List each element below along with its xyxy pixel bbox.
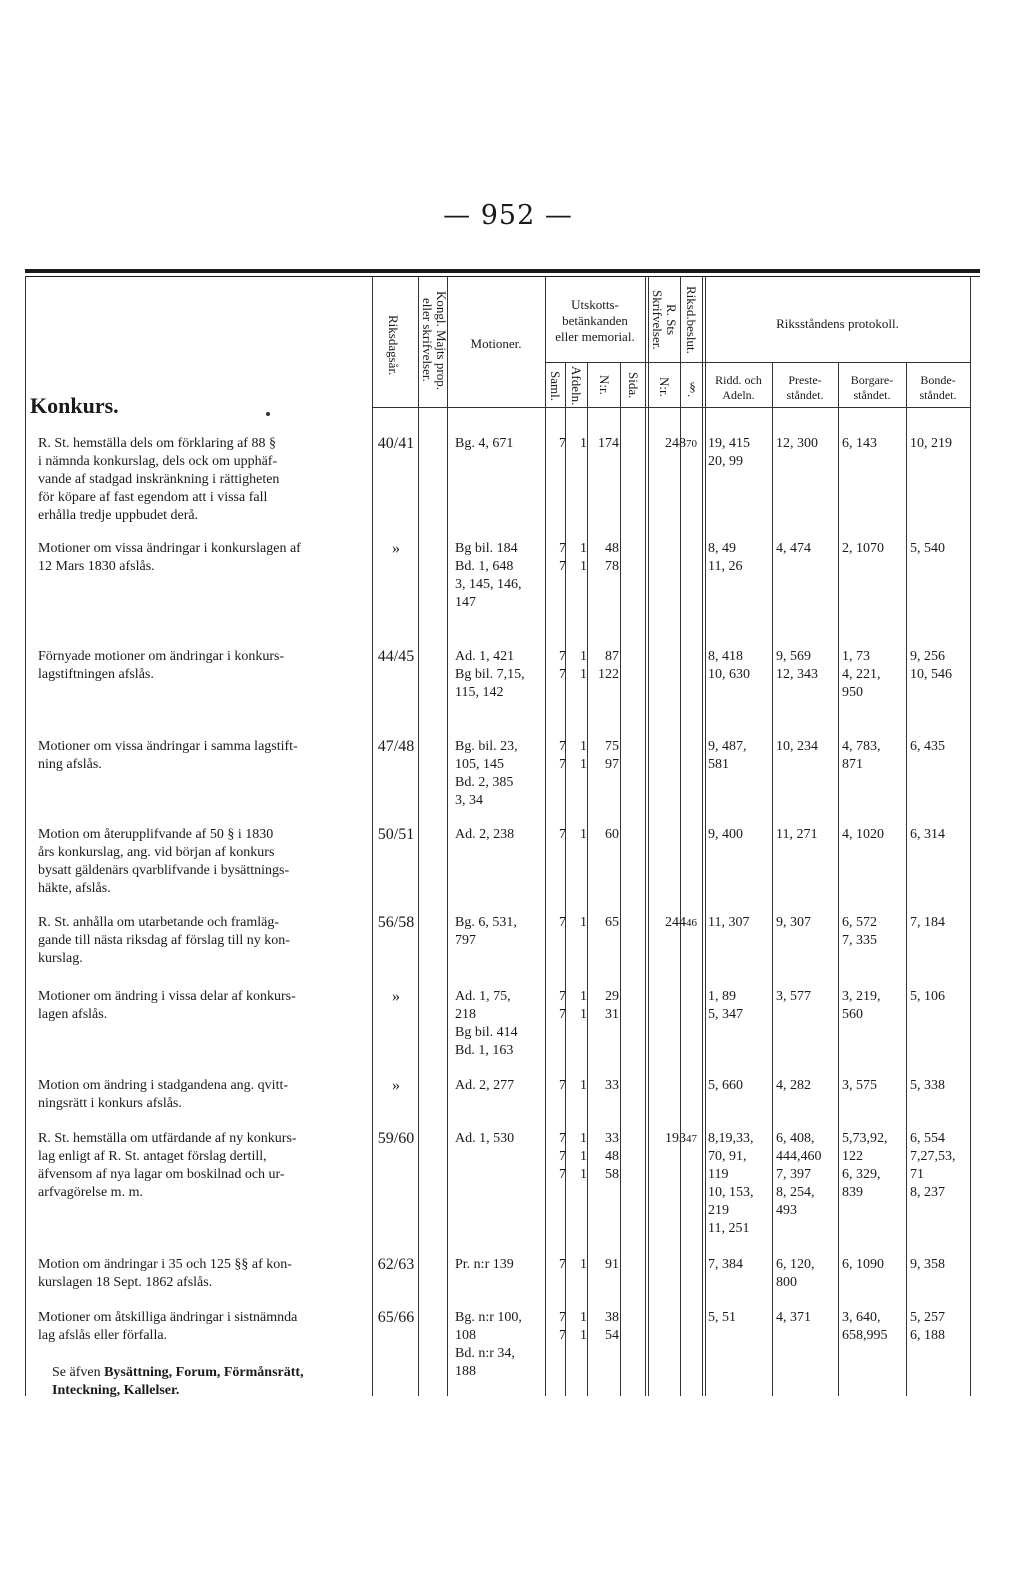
row-borg: 4, 783, 871 — [842, 739, 881, 772]
row-riksdagsar: 44/45 — [377, 648, 415, 665]
row-bond: 5, 257 6, 188 — [910, 1310, 945, 1343]
row-prest: 3, 577 — [776, 989, 811, 1004]
row-bond: 10, 219 — [910, 436, 952, 451]
row-description: Motion om återupplifvande af 50 § i 1830 års konkurslag, ang. vid början af konkurs bysatt gäldenärs qvarblifvande i bysättnings- häkte, afslås. — [38, 827, 290, 896]
row-nr: 48 78 — [605, 541, 619, 574]
row-nr: 174 — [598, 436, 619, 451]
row-bond: 6, 314 — [910, 827, 945, 842]
row-ridd: 8,19,33, 70, 91, 119 10, 153, 219 11, 251 — [708, 1131, 754, 1236]
header-motioner: Motioner. — [470, 336, 522, 351]
row-afdeln: 1 — [580, 1257, 587, 1272]
row-saml: 7 — [559, 436, 566, 451]
row-rsts-sec: 47 — [686, 1133, 697, 1145]
row-nr: 60 — [605, 827, 619, 842]
row-afdeln: 1 1 — [580, 989, 587, 1022]
row-nr: 33 — [605, 1078, 619, 1093]
row-ridd: 8, 418 10, 630 — [708, 649, 750, 682]
row-afdeln: 1 1 — [580, 739, 587, 772]
row-nr: 38 54 — [605, 1310, 619, 1343]
row-description: Motion om ändring i stadgandena ang. qvitt- ningsrätt i konkurs afslås. — [38, 1078, 289, 1111]
row-motioner: Bg. 6, 531, 797 — [455, 915, 517, 948]
row-prest: 6, 120, 800 — [776, 1257, 815, 1290]
header-afdeln: Afdeln. — [569, 366, 584, 406]
row-saml: 7 7 — [559, 989, 566, 1022]
col-divider — [565, 362, 566, 1396]
see-also-prefix: Se äfven — [52, 1365, 105, 1380]
row-motioner: Bg. n:r 100, 108 Bd. n:r 34, 188 — [455, 1310, 522, 1379]
row-borg: 2, 1070 — [842, 541, 884, 556]
row-borg: 5,73,92, 122 6, 329, 839 — [842, 1131, 888, 1200]
row-borg: 6, 1090 — [842, 1257, 884, 1272]
row-saml: 7 7 7 — [559, 1131, 566, 1182]
row-afdeln: 1 1 — [580, 649, 587, 682]
header-bond: Bonde- ståndet. — [919, 373, 957, 402]
top-thick-rule — [25, 269, 980, 273]
row-borg: 3, 575 — [842, 1078, 877, 1093]
row-saml: 7 — [559, 1257, 566, 1272]
row-description: Motion om ändringar i 35 och 125 §§ af kon- kurslagen 18 Sept. 1862 afslås. — [38, 1257, 292, 1290]
left-border — [25, 276, 26, 1396]
row-description: Motioner om vissa ändringar i konkurslagen af 12 Mars 1830 afslås. — [38, 541, 301, 574]
row-motioner: Ad. 1, 421 Bg bil. 7,15, 115, 142 — [455, 649, 525, 700]
row-motioner: Ad. 1, 75, 218 Bg bil. 414 Bd. 1, 163 — [455, 989, 518, 1058]
header-saml: Saml. — [548, 371, 563, 401]
header-riksd-beslut: Riksd.beslut. — [684, 286, 699, 354]
row-riksdagsar: 47/48 — [377, 738, 415, 755]
header-kongl-prop: Kongl. Majts prop. eller skrifvelser. — [420, 290, 449, 390]
header-riksdagsar: Riksdagsår. — [386, 314, 401, 376]
row-prest: 12, 300 — [776, 436, 818, 451]
row-description: Förnyade motioner om ändringar i konkurs- lagstiftningen afslås. — [38, 649, 285, 682]
row-borg: 4, 1020 — [842, 827, 884, 842]
row-afdeln: 1 1 — [580, 541, 587, 574]
top-thin-rule — [25, 276, 980, 277]
row-bond: 9, 256 10, 546 — [910, 649, 952, 682]
section-title: Konkurs. — [30, 393, 119, 418]
row-description: R. St. anhålla om utarbetande och framläg- gande till nästa riksdag af förslag till ny kon- kurslag. — [38, 915, 290, 966]
row-saml: 7 7 — [559, 739, 566, 772]
row-prest: 6, 408, 444,460 7, 397 8, 254, 493 — [776, 1131, 822, 1218]
row-nr: 91 — [605, 1257, 619, 1272]
row-bond: 6, 435 — [910, 739, 945, 754]
row-prest: 11, 271 — [776, 827, 818, 842]
row-riksdagsar: 59/60 — [377, 1130, 415, 1147]
row-bond: 7, 184 — [910, 915, 945, 930]
ink-dot — [266, 412, 270, 416]
row-bond: 5, 540 — [910, 541, 945, 556]
row-ridd: 5, 51 — [708, 1310, 736, 1325]
row-motioner: Pr. n:r 139 — [455, 1257, 514, 1272]
row-prest: 4, 371 — [776, 1310, 811, 1325]
row-borg: 6, 143 — [842, 436, 877, 451]
row-prest: 10, 234 — [776, 739, 818, 754]
row-saml: 7 — [559, 915, 566, 930]
row-motioner: Bg bil. 184 Bd. 1, 648 3, 145, 146, 147 — [455, 541, 522, 610]
row-ridd: 19, 415 20, 99 — [708, 436, 750, 469]
row-saml: 7 — [559, 1078, 566, 1093]
col-divider — [838, 362, 839, 1396]
row-borg: 3, 640, 658,995 — [842, 1310, 888, 1343]
row-rsts-nr: 248 — [665, 436, 686, 451]
header-utskott: Utskotts- betänkanden eller memorial. — [555, 297, 635, 344]
row-riksdagsar: 50/51 — [377, 826, 415, 843]
row-saml: 7 7 — [559, 1310, 566, 1343]
row-rsts-nr: 244 — [665, 915, 686, 930]
row-bond: 5, 338 — [910, 1078, 945, 1093]
row-description: Motioner om vissa ändringar i samma lagstift- ning afslås. — [38, 739, 298, 772]
row-riksdagsar: 40/41 — [377, 435, 415, 452]
header-rsts: R. Sts Skrifvelser. — [650, 290, 679, 350]
col-divider — [447, 276, 448, 1396]
header-sub-rule — [545, 362, 645, 363]
col-divider — [906, 362, 907, 1396]
row-description: R. St. hemställa dels om förklaring af 88 § i nämnda konkurslag, dels ock om upphäf- vande af stadgad inskränkning i rättigheten för köpare af fast egendom att i vissa fall erhålla tredje uppbudet derå. — [38, 436, 280, 523]
row-riksdagsar: 65/66 — [377, 1309, 415, 1326]
row-nr: 65 — [605, 915, 619, 930]
row-description: R. St. hemställa om utfärdande af ny konkurs- lag enligt af R. St. antaget förslag dertill, äfvensom af nya lagar om boskilnad och ur- arfvagörelse m. m. — [38, 1131, 297, 1200]
header-borg: Borgare- ståndet. — [850, 373, 894, 402]
row-bond: 9, 358 — [910, 1257, 945, 1272]
row-saml: 7 7 — [559, 649, 566, 682]
row-nr: 33 48 58 — [605, 1131, 619, 1182]
row-nr: 29 31 — [605, 989, 619, 1022]
row-description: Motioner om åtskilliga ändringar i sistnämnda lag afslås eller förfalla. — [38, 1310, 298, 1343]
row-afdeln: 1 — [580, 915, 587, 930]
row-saml: 7 — [559, 827, 566, 842]
row-afdeln: 1 1 — [580, 1310, 587, 1343]
row-ridd: 7, 384 — [708, 1257, 743, 1272]
header-sub-rule — [705, 362, 970, 363]
row-afdeln: 1 — [580, 827, 587, 842]
row-riksdagsar: » — [392, 1077, 400, 1094]
header-bottom-rule — [372, 407, 970, 408]
row-rsts-nr: 193 — [665, 1131, 686, 1146]
row-prest: 9, 569 12, 343 — [776, 649, 818, 682]
header-rs-sec: §. — [685, 378, 700, 398]
row-afdeln: 1 — [580, 1078, 587, 1093]
row-prest: 4, 474 — [776, 541, 811, 556]
row-prest: 4, 282 — [776, 1078, 811, 1093]
col-divider — [620, 362, 621, 1396]
row-ridd: 9, 487, 581 — [708, 739, 747, 772]
row-riksdagsar: » — [392, 988, 400, 1005]
col-divider — [587, 362, 588, 1396]
row-nr: 75 97 — [605, 739, 619, 772]
header-ridd: Ridd. och Adeln. — [715, 373, 762, 402]
row-motioner: Bg. 4, 671 — [455, 436, 514, 451]
row-rsts-sec: 46 — [686, 917, 697, 929]
see-also-refs: Bysättning, Forum, Förmånsrätt, Inteckning, Kallelser. — [52, 1365, 304, 1398]
page-number: — 952 — — [443, 200, 573, 231]
row-ridd: 9, 400 — [708, 827, 743, 842]
row-prest: 9, 307 — [776, 915, 811, 930]
row-borg: 3, 219, 560 — [842, 989, 881, 1022]
header-rs-nr: N:r. — [657, 377, 672, 397]
row-bond: 5, 106 — [910, 989, 945, 1004]
row-afdeln: 1 1 1 — [580, 1131, 587, 1182]
header-sida: Sida. — [626, 371, 641, 399]
row-riksdagsar: 56/58 — [377, 914, 415, 931]
row-borg: 6, 572 7, 335 — [842, 915, 877, 948]
row-riksdagsar: » — [392, 540, 400, 557]
row-rsts-sec: 70 — [686, 438, 697, 450]
row-motioner: Bg. bil. 23, 105, 145 Bd. 2, 385 3, 34 — [455, 739, 518, 808]
row-ridd: 8, 49 11, 26 — [708, 541, 743, 574]
header-nr: N:r. — [597, 375, 612, 395]
header-protokoll: Riksståndens protokoll. — [776, 316, 899, 331]
row-ridd: 1, 89 5, 347 — [708, 989, 743, 1022]
row-afdeln: 1 — [580, 436, 587, 451]
see-also — [52, 1364, 372, 1400]
col-divider — [772, 362, 773, 1396]
row-borg: 1, 73 4, 221, 950 — [842, 649, 881, 700]
row-bond: 6, 554 7,27,53, 71 8, 237 — [910, 1131, 956, 1200]
row-description: Motioner om ändring i vissa delar af konkurs- lagen afslås. — [38, 989, 296, 1022]
row-nr: 87 122 — [598, 649, 619, 682]
row-motioner: Ad. 2, 277 — [455, 1078, 515, 1093]
row-saml: 7 7 — [559, 541, 566, 574]
row-motioner: Ad. 2, 238 — [455, 827, 515, 842]
row-riksdagsar: 62/63 — [377, 1256, 415, 1273]
row-ridd: 5, 660 — [708, 1078, 743, 1093]
row-ridd: 11, 307 — [708, 915, 750, 930]
row-motioner: Ad. 1, 530 — [455, 1131, 515, 1146]
header-prest: Preste- ståndet. — [786, 373, 824, 402]
header-sub-rule — [645, 362, 705, 363]
